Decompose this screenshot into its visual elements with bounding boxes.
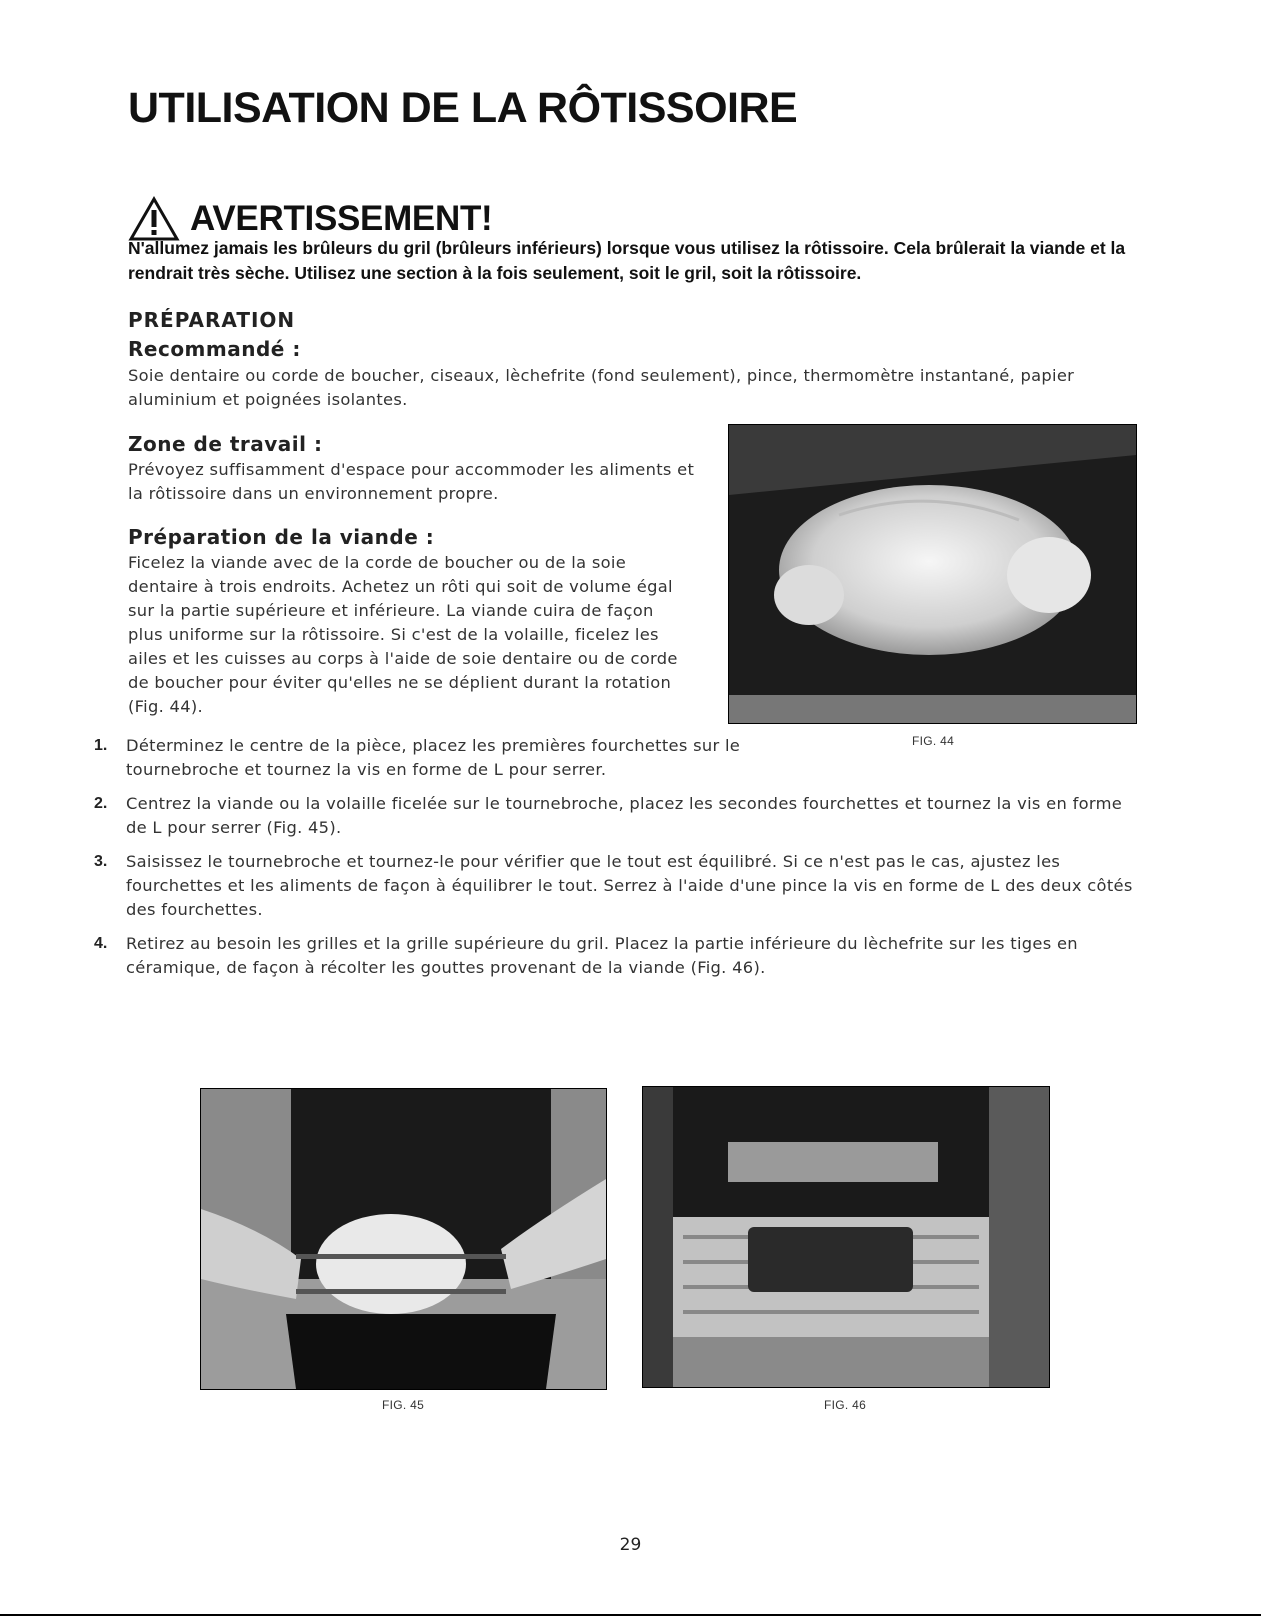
warning-title: AVERTISSEMENT! (190, 199, 493, 238)
step-text: Saisissez le tournebroche et tournez-le pour vérifier que le tout est équilibré. Si ce n'est pas le cas, ajustez les fourchettes et les aliments de façon à équilibrer le tout. Serrez à l'aide d'une pince la vis en forme de L des deux côtés des fourchettes. (126, 852, 1133, 919)
warning-text: N'allumez jamais les brûleurs du gril (brûleurs inférieurs) lorsque vous utilisez la rôtissoire. Cela brûlerait la viande et la rendrait très sèche. Utilisez une section à la fois seulement, soit le gril, soit la rôtissoire. (128, 238, 1126, 283)
step-number: 4. (94, 935, 108, 952)
list-item (94, 850, 1144, 922)
figure-46-caption: FIG. 46 (824, 1398, 867, 1412)
figure-46-image (642, 1086, 1050, 1388)
workspace-heading: Zone de travail : (128, 432, 323, 456)
page-title: UTILISATION DE LA RÔTISSOIRE (128, 84, 798, 132)
list-item (94, 734, 1144, 782)
step-text: Centrez la viande ou la volaille ficelée sur le tournebroche, placez les secondes fourchettes et tournez la vis en forme de L pour serrer (Fig. 45). (126, 794, 1123, 837)
meat-text: Ficelez la viande avec de la corde de boucher ou de la soie dentaire à trois endroits. Achetez un rôti qui soit de volume égal sur la partie supérieure et inférieure. La viande cuira de façon plus uniforme sur la rôtissoire. Si c'est de la volaille, ficelez les ailes et les cuisses au corps à l'aide de soie dentaire ou de corde de boucher pour éviter qu'elles ne se déplient durant la rotation (Fig. 44). (128, 553, 678, 716)
steps-list (94, 734, 1144, 990)
step-text: Retirez au besoin les grilles et la grille supérieure du gril. Placez la partie inférieure du lèchefrite sur les tiges en céramique, de façon à récolter les gouttes provenant de la viande (Fig. 46). (126, 934, 1078, 977)
step-number: 2. (94, 795, 108, 812)
recommended-heading: Recommandé : (128, 337, 301, 361)
bottom-rule (0, 1614, 1261, 1616)
figure-45-caption: FIG. 45 (382, 1398, 425, 1412)
meat-heading: Préparation de la viande : (128, 525, 435, 549)
step-number: 1. (94, 737, 108, 754)
list-item (94, 932, 1144, 980)
recommended-text: Soie dentaire ou corde de boucher, ciseaux, lèchefrite (fond seulement), pince, thermomètre instantané, papier aluminium et poignées isolantes. (128, 366, 1075, 409)
preparation-heading: PRÉPARATION (128, 308, 296, 332)
figure-45-image (200, 1088, 607, 1390)
list-item (94, 792, 1144, 840)
step-number: 3. (94, 853, 108, 870)
figure-44-image (728, 424, 1137, 724)
workspace-text: Prévoyez suffisamment d'espace pour accommoder les aliments et la rôtissoire dans un environnement propre. (128, 460, 695, 503)
figure-44-caption: FIG. 44 (912, 734, 955, 748)
page-number: 29 (619, 1535, 642, 1555)
step-text: Déterminez le centre de la pièce, placez les premières fourchettes sur le tournebroche et tournez la vis en forme de L pour serrer. (126, 736, 741, 779)
